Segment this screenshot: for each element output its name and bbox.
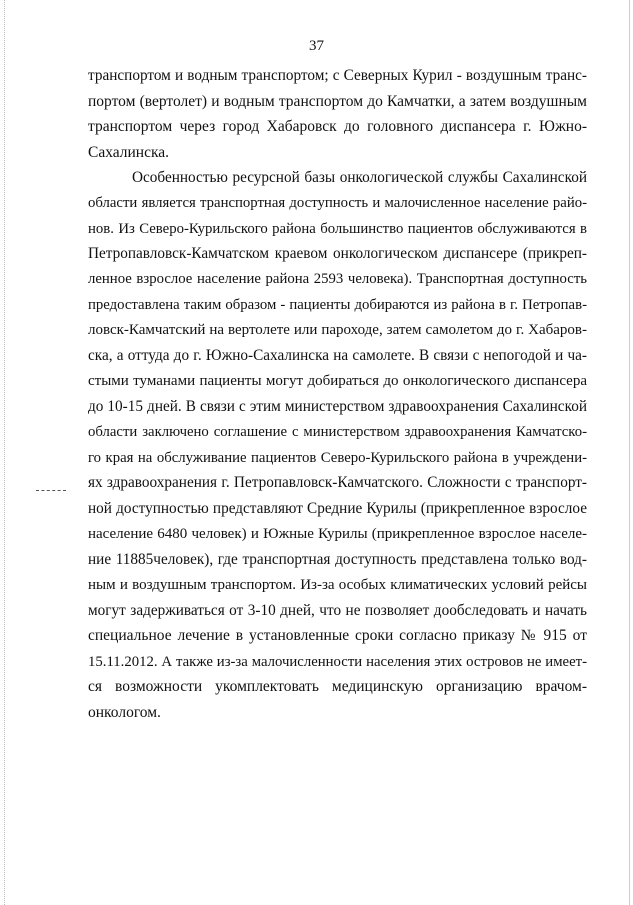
- text-line: Особенностью ресурсной базы онкологической службы Сахалинской: [132, 169, 587, 186]
- text-line: ленное взрослое население района 2593 человека). Транспортная доступность: [88, 271, 587, 287]
- text-line: ние 11885человек), где транспортная доступность представлена только вод-: [88, 551, 587, 568]
- text-line: ях здравоохранения г. Петропавловск-Камчатского. Сложности с транспорт-: [88, 474, 587, 491]
- text-line: онкологом.: [88, 704, 161, 721]
- text-line: население 6480 человек) и Южные Курилы (прикрепленное взрослое населе-: [88, 526, 587, 542]
- text-line: области является транспортная доступность и малочисленное население райо-: [88, 195, 587, 211]
- scan-left-edge: [4, 0, 6, 905]
- page-number: 37: [309, 38, 324, 54]
- text-line: Петропавловск-Камчатском краевом онкологическом диспансере (прикреп-: [88, 245, 587, 262]
- text-line: 15.11.2012. А также из-за малочисленности населения этих островов не имеет-: [88, 654, 587, 670]
- text-line: транспортом и водным транспортом; с Северных Курил - воздушным транс-: [88, 67, 587, 84]
- text-line: ска, а оттуда до г. Южно-Сахалинска на самолете. В связи с непогодой и ча-: [88, 347, 587, 364]
- margin-dash-mark: [36, 490, 66, 492]
- scan-right-edge: [629, 0, 631, 905]
- text-line: стыми туманами пациенты могут добираться до онкологического диспансера: [88, 373, 587, 389]
- text-line: Сахалинска.: [88, 144, 170, 161]
- text-line: нов. Из Северо-Курильского района большинство пациентов обслуживаются в: [88, 221, 587, 237]
- text-line: ловск-Камчатский на вертолете или пароходе, затем самолетом до г. Хабаров-: [88, 322, 587, 338]
- text-line: предоставлена таким образом - пациенты добираются из района в г. Петропав-: [88, 297, 587, 313]
- text-line: ным и воздушным транспортом. Из-за особых климатических условий рейсы: [88, 577, 587, 593]
- text-line: специальное лечение в установленные сроки согласно приказу № 915 от: [88, 627, 587, 644]
- text-line: ной доступностью представляют Средние Курилы (прикрепленное взрослое: [88, 500, 587, 517]
- text-line: портом (вертолет) и водным транспортом до Камчатки, а затем воздушным: [88, 93, 587, 110]
- text-line: го края на обслуживание пациентов Северо-Курильского района в учреждени-: [88, 450, 587, 466]
- text-line: области заключено соглашение с министерством здравоохранения Камчатско-: [88, 424, 587, 440]
- text-line: ся возможности укомплектовать медицинскую организацию врачом-: [88, 678, 587, 695]
- text-line: до 10-15 дней. В связи с этим министерством здравоохранения Сахалинской: [88, 398, 587, 415]
- text-line: могут задерживаться от 3-10 дней, что не позволяет дообследовать и начать: [88, 602, 587, 619]
- text-line: транспортом через город Хабаровск до головного диспансера г. Южно-: [88, 118, 587, 135]
